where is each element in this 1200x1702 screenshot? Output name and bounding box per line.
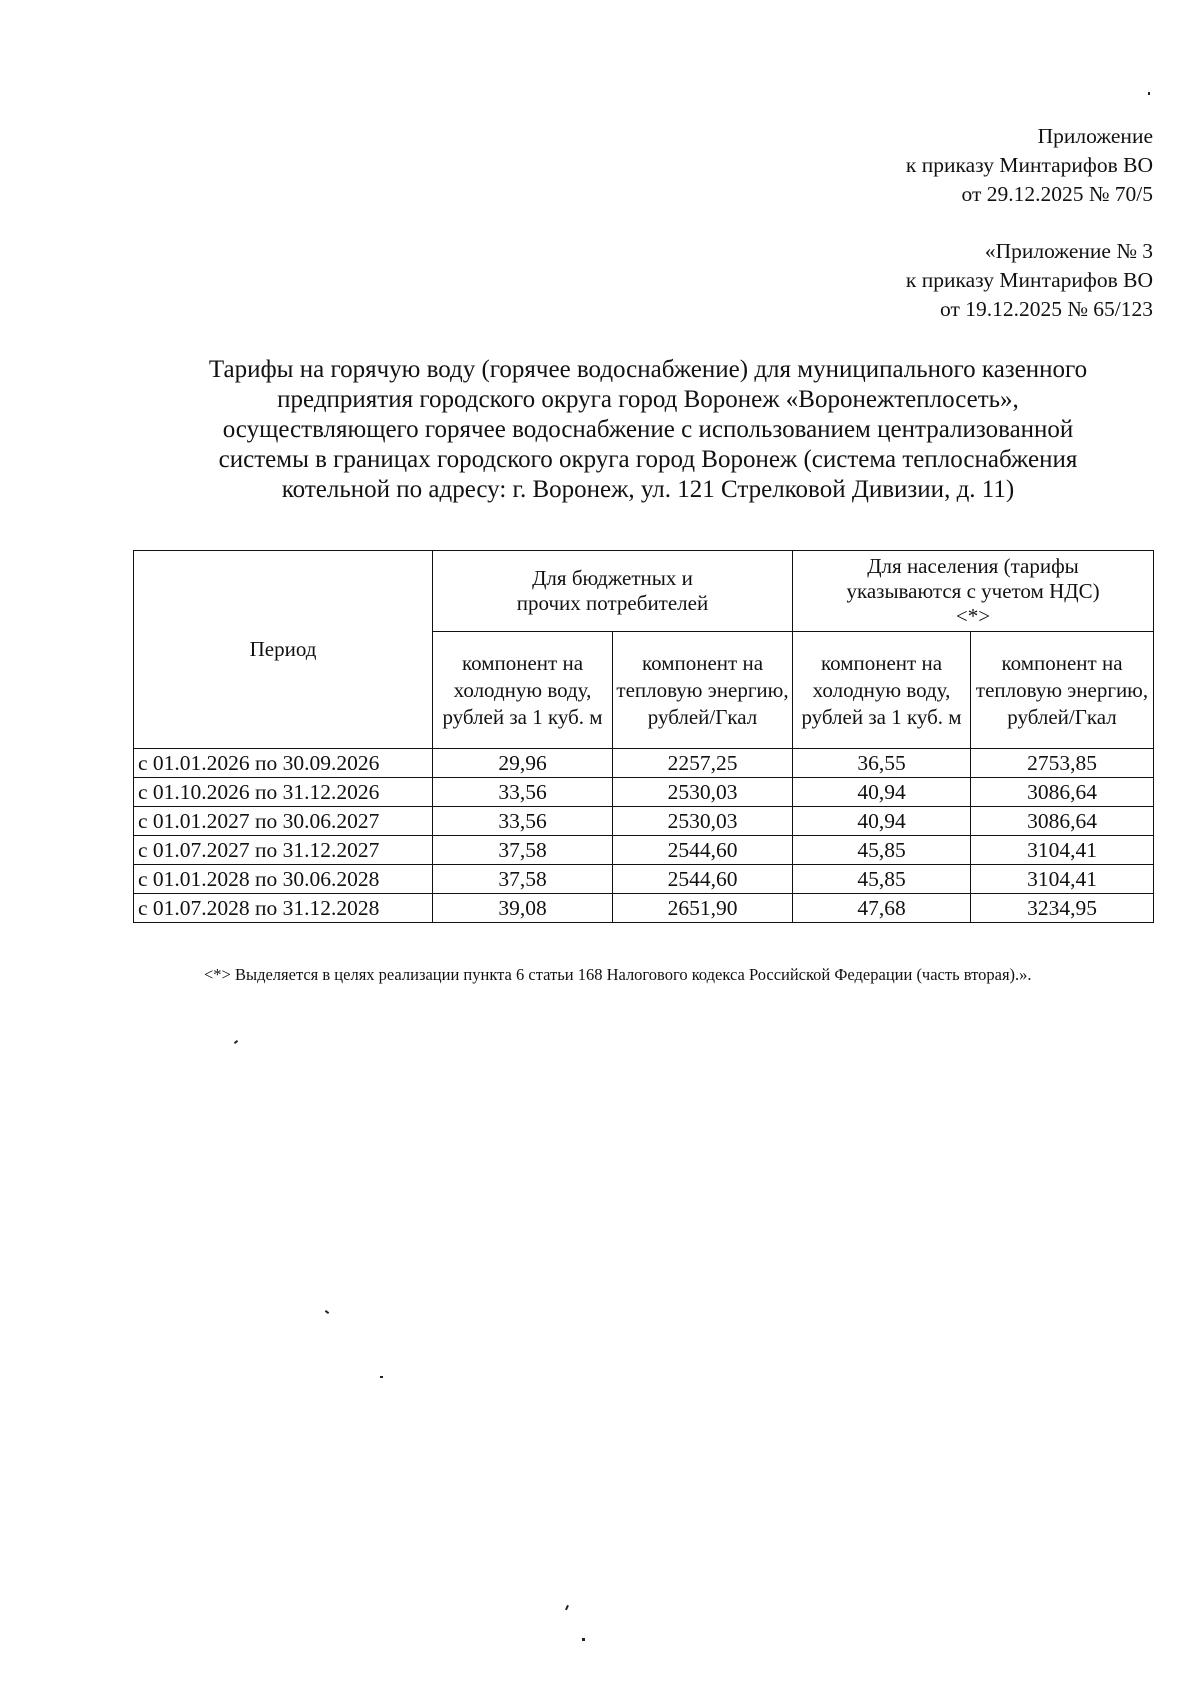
title-line: предприятия городского округа город Воронеж «Воронежтеплосеть», [277, 386, 1019, 413]
appendix-header [906, 122, 1153, 209]
table-row [134, 807, 1154, 836]
value-cell: 36,55 [793, 749, 971, 778]
value-cell: 2651,90 [613, 894, 793, 923]
value-cell: 37,58 [433, 836, 613, 865]
table-row [134, 865, 1154, 894]
value-cell: 3104,41 [971, 865, 1154, 894]
value-cell: 2257,25 [613, 749, 793, 778]
value-cell: 29,96 [433, 749, 613, 778]
title-line: системы в границах городского округа город Воронеж (система теплоснабжения [218, 446, 1078, 473]
title-line: осуществляющего горячее водоснабжение с использованием централизованной [222, 416, 1074, 443]
value-cell: 3234,95 [971, 894, 1154, 923]
value-cell: 2530,03 [613, 778, 793, 807]
group-header-budget: Для бюджетных и прочих потребителей [433, 551, 793, 632]
scan-speck [565, 1605, 568, 1610]
table-row [134, 894, 1154, 923]
value-cell: 2544,60 [613, 836, 793, 865]
table-row [134, 778, 1154, 807]
period-cell: с 01.01.2026 по 30.09.2026 [134, 749, 433, 778]
scan-speck [325, 1310, 329, 1314]
table-row [134, 749, 1154, 778]
value-cell: 40,94 [793, 807, 971, 836]
original-appendix-header [906, 237, 1153, 324]
value-cell: 45,85 [793, 836, 971, 865]
order-reference: к приказу Минтарифов ВО [905, 268, 1153, 292]
scan-speck [234, 1040, 238, 1044]
document-title [120, 355, 1176, 505]
group-header-population: Для населения (тарифы указываются с учетом НДС) <*> [793, 551, 1154, 632]
period-header: Период [134, 551, 433, 749]
value-cell: 47,68 [793, 894, 971, 923]
period-cell: с 01.10.2026 по 31.12.2026 [134, 778, 433, 807]
period-cell: с 01.01.2028 по 30.06.2028 [134, 865, 433, 894]
value-cell: 39,08 [433, 894, 613, 923]
value-cell: 45,85 [793, 865, 971, 894]
scan-speck [1148, 92, 1150, 95]
order-reference: к приказу Минтарифов ВО [905, 153, 1153, 177]
value-cell: 2753,85 [971, 749, 1154, 778]
title-line: Тарифы на горячую воду (горячее водоснабжение) для муниципального казенного [208, 356, 1088, 383]
title-line: котельной по адресу: г. Воронеж, ул. 121 Стрелковой Дивизии, д. 11) [281, 476, 1015, 503]
subheader-cold-water-population: компонент на холодную воду, рублей за 1 куб. м [793, 632, 971, 749]
appendix-number: «Приложение № 3 [984, 239, 1153, 263]
value-cell: 3086,64 [971, 807, 1154, 836]
subheader-heat-energy-budget: компонент на тепловую энергию, рублей/Гкал [613, 632, 793, 749]
value-cell: 33,56 [433, 778, 613, 807]
value-cell: 2530,03 [613, 807, 793, 836]
order-date-number: от 19.12.2025 № 65/123 [940, 297, 1153, 321]
subheader-cold-water-budget: компонент на холодную воду, рублей за 1 куб. м [433, 632, 613, 749]
value-cell: 33,56 [433, 807, 613, 836]
period-cell: с 01.07.2027 по 31.12.2027 [134, 836, 433, 865]
value-cell: 3104,41 [971, 836, 1154, 865]
subheader-heat-energy-population: компонент на тепловую энергию, рублей/Гкал [971, 632, 1154, 749]
appendix-title: Приложение [1037, 124, 1153, 148]
value-cell: 3086,64 [971, 778, 1154, 807]
value-cell: 37,58 [433, 865, 613, 894]
table-row [134, 836, 1154, 865]
table-header-row [134, 551, 1154, 632]
value-cell: 2544,60 [613, 865, 793, 894]
tariff-table [133, 550, 1154, 923]
period-cell: с 01.01.2027 по 30.06.2027 [134, 807, 433, 836]
period-cell: с 01.07.2028 по 31.12.2028 [134, 894, 433, 923]
scan-speck [380, 1376, 383, 1378]
value-cell: 40,94 [793, 778, 971, 807]
scan-speck [582, 1638, 585, 1641]
order-date-number: от 29.12.2025 № 70/5 [961, 182, 1153, 206]
vat-footnote: <*> Выделяется в целях реализации пункта 6 статьи 168 Налогового кодекса Российской Федерации (часть вторая).». [204, 965, 1032, 984]
